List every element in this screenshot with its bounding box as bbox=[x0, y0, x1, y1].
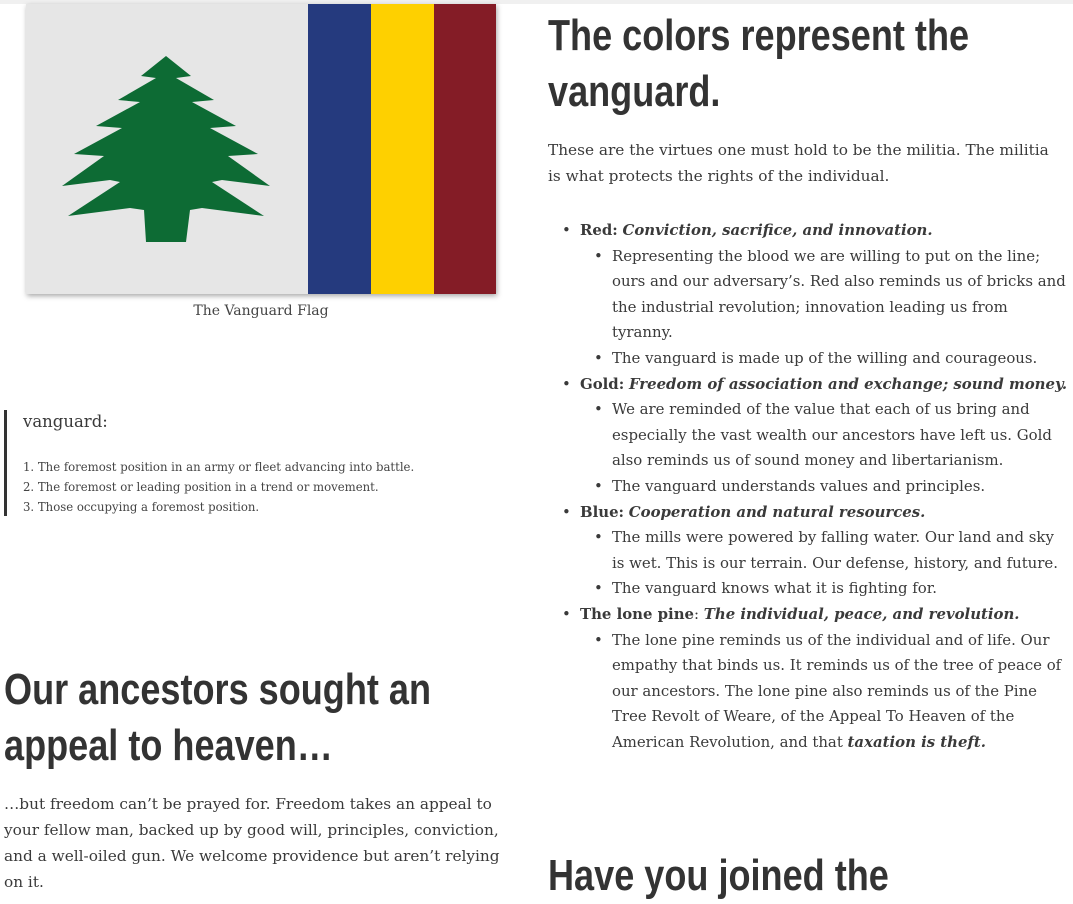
vanguard-flag-image bbox=[26, 4, 496, 294]
virtue-point bbox=[580, 628, 1068, 756]
definition-senses bbox=[23, 460, 414, 520]
definition-sense: 1. The foremost position in an army or fleet advancing into battle. bbox=[23, 460, 415, 474]
virtue-point: • Representing the blood we are willing to put on the line; ours and our adversary’s. Red also reminds us of bricks and the industrial revolution; innovation leading us from tyranny. bbox=[580, 244, 1068, 346]
definition-blockquote bbox=[4, 410, 477, 516]
virtue-gold bbox=[548, 372, 1068, 500]
flag-red-stripe bbox=[434, 4, 496, 294]
virtue-name: The lone pine bbox=[580, 604, 695, 623]
virtue-points bbox=[580, 628, 1068, 756]
flag-blue-stripe bbox=[308, 4, 371, 294]
virtue-motto: Freedom of association and exchange; sound money. bbox=[628, 374, 1068, 393]
virtue-motto: Cooperation and natural resources. bbox=[628, 502, 926, 521]
virtue-points bbox=[580, 525, 1068, 602]
virtue-point-text: The lone pine reminds us of the individual and of life. Our empathy that binds us. It reminds us of the tree of peace of our ancestors. The lone pine also reminds us of the Pine Tree Revolt of Weare, of the Appeal To Heaven of the American Revolution, and that bbox=[612, 630, 1062, 751]
virtue-blue bbox=[548, 500, 1068, 602]
colors-heading-line1: The colors represent the bbox=[548, 11, 970, 60]
virtue-name: Blue: bbox=[580, 502, 625, 521]
virtue-motto: Conviction, sacrifice, and innovation. bbox=[622, 221, 933, 239]
ancestors-paragraph: …but freedom can’t be prayed for. Freedom takes an appeal to your fellow man, backed up by good will, principles, conviction, and a well-oiled gun. We welcome providence but aren’t relying on it. bbox=[4, 795, 500, 891]
definition-sense: 3. Those occupying a foremost position. bbox=[23, 500, 260, 514]
ancestors-heading-line2: appeal to heaven… bbox=[4, 721, 333, 770]
virtues-list bbox=[548, 218, 1068, 755]
ancestors-heading-line1: Our ancestors sought an bbox=[4, 665, 432, 714]
virtue-point-emphasis: taxation is theft. bbox=[847, 732, 986, 751]
virtue-motto: The individual, peace, and revolution. bbox=[703, 604, 1020, 623]
ancestors-heading bbox=[4, 662, 431, 774]
definition-sense: 2. The foremost or leading position in a trend or movement. bbox=[23, 480, 379, 494]
virtue-point: • The vanguard understands values and principles. bbox=[580, 474, 1068, 500]
virtue-name: Red: bbox=[580, 221, 618, 239]
definition-term: vanguard: bbox=[23, 412, 108, 431]
virtue-points bbox=[580, 397, 1068, 499]
colors-heading-line2: vanguard. bbox=[548, 67, 721, 116]
virtue-point: • We are reminded of the value that each of us bring and especially the vast wealth our ancestors have left us. Gold also reminds us of sound money and libertarianism. bbox=[580, 397, 1068, 474]
join-heading: Have you joined the bbox=[548, 851, 889, 900]
virtue-lone-pine bbox=[548, 602, 1068, 756]
colors-intro: These are the virtues one must hold to be the militia. The militia is what protects the rights of the individual. bbox=[548, 141, 1049, 185]
virtue-name: Gold: bbox=[580, 374, 625, 393]
virtue-red bbox=[548, 218, 1068, 372]
flag-gold-stripe bbox=[371, 4, 434, 294]
flag-caption: The Vanguard Flag bbox=[193, 303, 329, 319]
colors-heading bbox=[548, 8, 969, 120]
virtue-separator: : bbox=[694, 604, 700, 623]
virtue-points bbox=[580, 244, 1068, 372]
virtue-point: • The vanguard knows what it is fighting for. bbox=[580, 576, 1068, 602]
virtue-point: • The vanguard is made up of the willing and courageous. bbox=[580, 346, 1068, 372]
virtue-point: • The mills were powered by falling water. Our land and sky is wet. This is our terrain. Our defense, history, and future. bbox=[580, 525, 1068, 576]
